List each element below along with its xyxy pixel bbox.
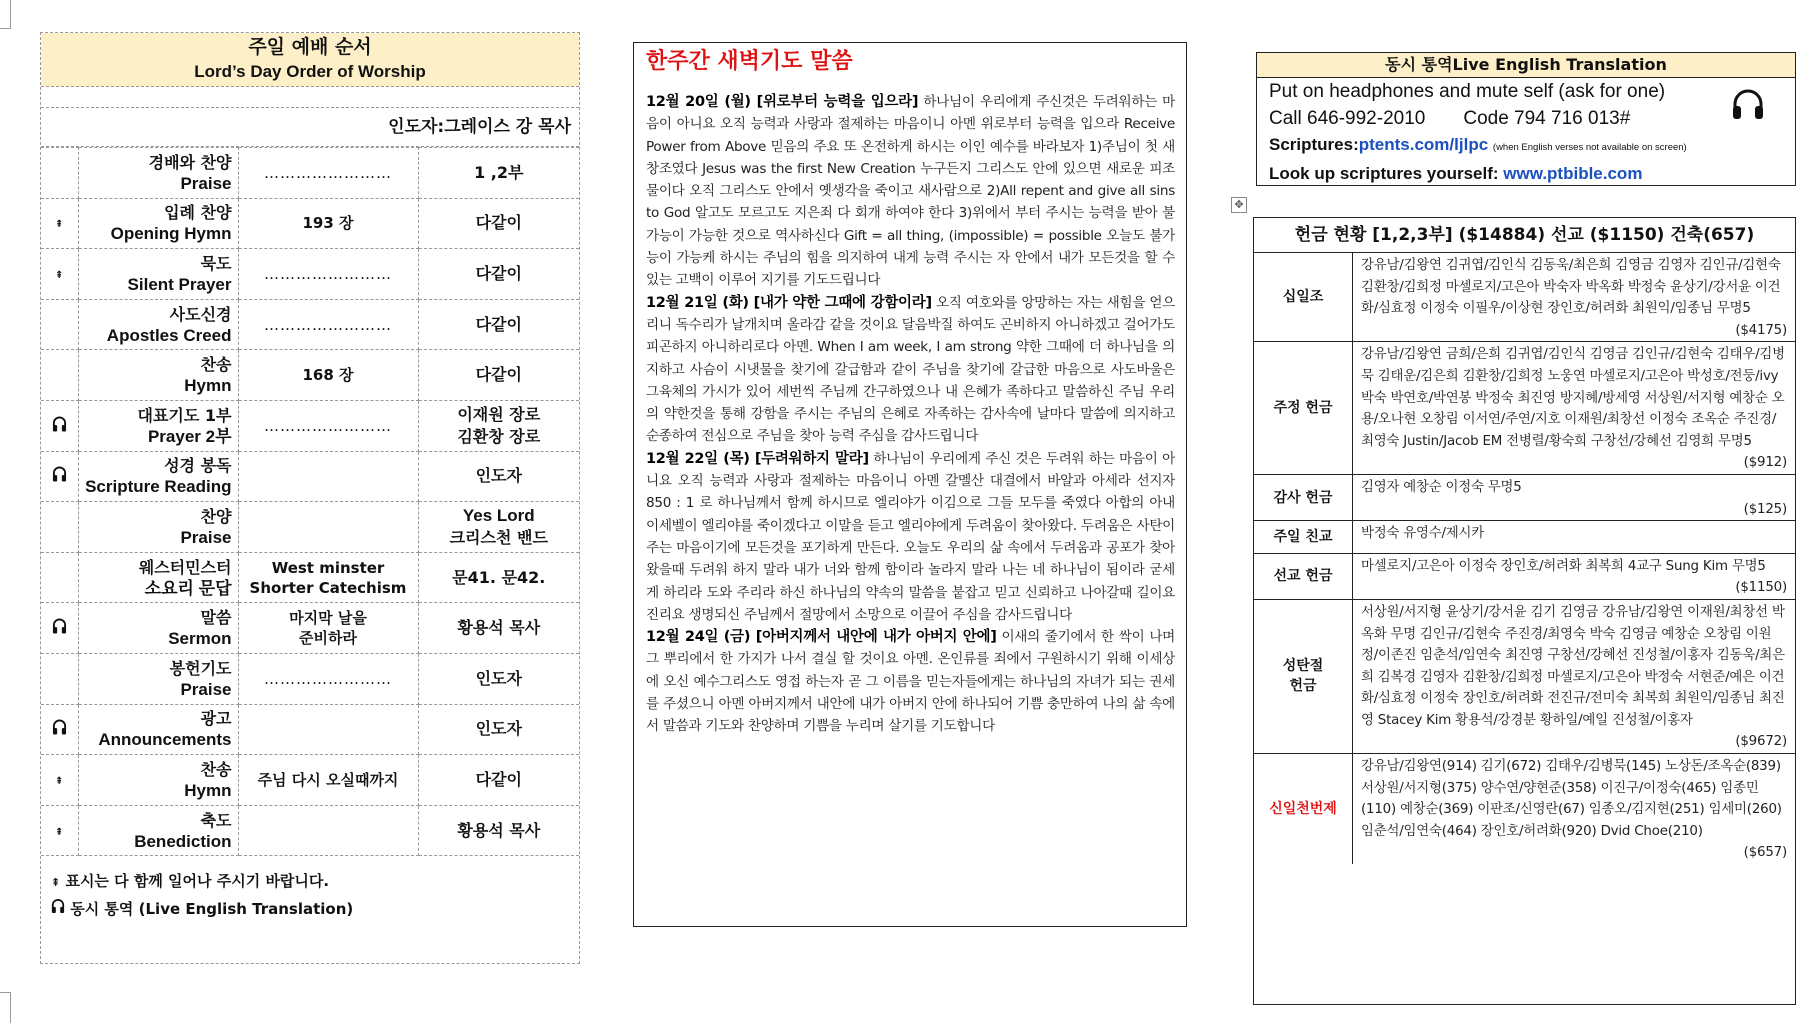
offering-row xyxy=(1254,253,1795,342)
icon-cell xyxy=(41,148,78,199)
offering-category: 주일 친교 xyxy=(1254,521,1353,554)
icon-cell xyxy=(41,299,78,350)
worship-item-content: 마지막 날을 준비하라 xyxy=(238,603,418,654)
translation-line-3: Scriptures:ptents.com/ljlpc (when English verses not available on screen) xyxy=(1269,135,1687,154)
icon-cell xyxy=(41,552,78,603)
worship-row xyxy=(41,400,579,451)
worship-item-presenter: 다같이 xyxy=(418,249,579,300)
worship-leader: 인도자:그레이스 강 목사 xyxy=(41,108,579,147)
devotion-entry-heading: 12월 20일 (월) [위로부터 능력을 입으라] xyxy=(646,94,919,110)
ptbible-link[interactable]: www.ptbible.com xyxy=(1503,164,1643,183)
worship-row xyxy=(41,805,579,856)
worship-row xyxy=(41,653,579,704)
worship-notes xyxy=(41,856,579,923)
offering-amount: ($4175) xyxy=(1735,322,1787,338)
worship-item-content xyxy=(238,502,418,553)
worship-item-name: 축도 Benediction xyxy=(78,805,238,856)
stand-icon: ⇞ xyxy=(41,198,78,249)
headphone-icon xyxy=(51,900,65,918)
worship-item-presenter: 다같이 xyxy=(418,299,579,350)
offering-header: 헌금 현황 [1,2,3부] ($14884) 선교 ($1150) 건축(657) xyxy=(1254,218,1795,253)
icon-cell xyxy=(41,502,78,553)
devotion-entry-text: 오직 여호와를 앙망하는 자는 새힘을 얻으리니 독수리가 날개치며 올라감 같을 것이요 달음박질 하여도 곤비하지 아니하겠고 걸어가도 피곤하지 아니하리로다 아멘. When I am week, I am strong 약한 그때에 더 하나님을 의지하고 사슴이 시냇물을 찾기에 갈급함과 같이 주님을 찾기에 갈급한 마음으로 사도바울은 그육체의 가시가 있어 세번씩 주님께 간구하였으나 내 은혜가 족하다고 말씀하신 주님 우리의 약한것을 통해 강함을 주시는 주님의 은혜로 자족하는 감사속에 날마다 말씀에 의지하고 순종하여 전심으로 주님을 찾아 능력 주심을 감사드립니다 xyxy=(646,294,1175,445)
worship-row xyxy=(41,502,579,553)
translation-box xyxy=(1256,52,1796,186)
worship-row xyxy=(41,249,579,300)
worship-row xyxy=(41,603,579,654)
offering-row xyxy=(1254,599,1795,753)
worship-item-content: 168 장 xyxy=(238,350,418,401)
offering-names: 마셀로지/고은아 이정숙 장인호/허려화 최복희 4교구 Sung Kim 무명5 ($1150) xyxy=(1353,553,1796,599)
worship-item-presenter: 다같이 xyxy=(418,755,579,806)
worship-item-name: 묵도 Silent Prayer xyxy=(78,249,238,300)
worship-item-presenter: 다같이 xyxy=(418,350,579,401)
offering-names: 박정숙 유영수/제시카 xyxy=(1353,521,1796,554)
offering-amount: ($1150) xyxy=(1735,580,1787,596)
worship-row xyxy=(41,299,579,350)
worship-row xyxy=(41,755,579,806)
icon-cell xyxy=(41,350,78,401)
worship-item-name: 봉헌기도 Praise xyxy=(78,653,238,704)
worship-item-name: 대표기도 1부 Prayer 2부 xyxy=(78,400,238,451)
offering-amount: ($9672) xyxy=(1735,734,1787,750)
worship-title-en: Lord’s Day Order of Worship xyxy=(194,62,426,81)
translation-line-1: Put on headphones and mute self (ask for one) xyxy=(1269,81,1666,102)
worship-item-presenter: 인도자 xyxy=(418,653,579,704)
worship-item-content: …………………… xyxy=(238,653,418,704)
devotion-entry xyxy=(646,91,1175,292)
devotion-entry-text: 이새의 줄기에서 한 싹이 나며 그 뿌리에서 한 가지가 나서 결실 할 것이요 아멘. 온인류를 죄에서 구원하시기 위해 이세상에 오신 예수그리스도 영접 하는자 곧 그 이름을 믿는자들에게는 하나님의 자녀가 되는 권세를 주셨으니 아멘 아버지께서 내안에 내가 아버지 안에 하나되어 기쁨 충만하여 나의 삶 속에서 말씀과 기도와 찬양하며 기쁨을 누리며 살기를 기도합니다 xyxy=(646,629,1175,735)
worship-item-name: 찬송 Hymn xyxy=(78,350,238,401)
translation-line-4: Look up scriptures yourself: www.ptbible.com xyxy=(1269,164,1643,183)
worship-row xyxy=(41,451,579,502)
offering-names: 강유남/김왕연 금희/은희 김귀엽/김인식 김영금 김인규/김현숙 김태우/김병묵 김태운/김은희 김환창/김희정 노웅연 마셀로지/고은아 박성호/전둥/ivy 박숙 박연호/박연봉 박정숙 최진영 방지혜/방세영 서상원/서지형 예창순 오용/오나현 오창림 이서연/주연/지호 이재원/최창선 이정숙 조옥순 주진경/최영숙 Justin/Jacob EM 전병렬/황숙희 구창선/강혜선 김영희 무명5 ($912) xyxy=(1353,342,1796,475)
worship-item-content: …………………… xyxy=(238,249,418,300)
offering-names: 강유남/김왕연 김귀엽/김인식 김동욱/최은희 김영금 김영자 김인규/김현숙 김환창/김희정 마셀로지/고은아 박숙자 박옥화 박정숙 윤상기/강서윤 이건화/심효정 이정숙 이필우/이상현 장인호/허려화 최원익/임종님 무명5 ($4175) xyxy=(1353,253,1796,342)
devotion-entry-text: 하나님이 우리에게 주신것은 두려워하는 마음이 아니요 오직 능력과 사랑과 절제하는 마음이니 아멘 위로부터 능력을 입으라 Receive Power from Above 믿음의 주요 또 온전하게 하시는 이인 예수를 바라보자 1)주님이 첫 새창조였다 Jesus was the first New Creation 누구든지 그리스도 안에 있으면 새로운 피조물이다 오직 그리스도 안에서 옛생각을 죽이고 새사람으로 2)All repent and give all sins to God 알고도 모르고도 지은죄 다 회개 하여야 한다 3)위에서 부터 주시는 능력을 받아 불가능이 가능한 것으로 역사하신다 Gift = all thing, (impossible) = possible 오늘도 불가능이 가능케 하시는 주님의 힘을 의지하여 내게 능력 주시는 자 안에서 내가 모든것을 할 수 있는 고백이 이루어 지기를 기도드립니다 xyxy=(646,94,1175,289)
worship-item-content: 193 장 xyxy=(238,198,418,249)
worship-item-name: 웨스터민스터 소요리 문답 xyxy=(78,552,238,603)
offering-category: 감사 헌금 xyxy=(1254,474,1353,520)
worship-item-name: 성경 봉독 Scripture Reading xyxy=(78,451,238,502)
devotion-entries xyxy=(646,91,1175,738)
translation-line-2: Call 646-992-2010 Code 794 716 013# xyxy=(1269,108,1631,129)
devotion-panel xyxy=(633,42,1187,927)
headphone-icon xyxy=(41,704,78,755)
page-corner-mark xyxy=(0,0,11,29)
offering-amount xyxy=(1361,545,1787,553)
devotion-entry-heading: 12월 22일 (목) [두려워하지 말라] xyxy=(646,450,869,467)
worship-item-content: …………………… xyxy=(238,400,418,451)
worship-item-content xyxy=(238,704,418,755)
spacer-row xyxy=(41,87,579,108)
worship-row xyxy=(41,704,579,755)
devotion-entry xyxy=(646,626,1175,737)
worship-item-name: 찬송 Hymn xyxy=(78,755,238,806)
worship-item-presenter: 황용석 목사 xyxy=(418,805,579,856)
worship-item-name: 경배와 찬양 Praise xyxy=(78,148,238,199)
worship-item-content: West minster Shorter Catechism xyxy=(238,552,418,603)
offering-category: 선교 헌금 xyxy=(1254,553,1353,599)
devotion-entry xyxy=(646,292,1175,448)
offering-category: 신일천번제 xyxy=(1254,754,1353,864)
headphone-icon xyxy=(41,451,78,502)
offering-amount: ($912) xyxy=(1743,455,1787,471)
worship-row xyxy=(41,198,579,249)
offering-category: 십일조 xyxy=(1254,253,1353,342)
worship-item-presenter: 인도자 xyxy=(418,451,579,502)
worship-item-presenter: 1 ,2부 xyxy=(418,148,579,199)
devotion-entry xyxy=(646,448,1175,626)
offering-category: 주정 헌금 xyxy=(1254,342,1353,475)
worship-item-content: …………………… xyxy=(238,299,418,350)
worship-item-presenter: 인도자 xyxy=(418,704,579,755)
worship-item-content: …………………… xyxy=(238,148,418,199)
offering-row xyxy=(1254,754,1795,864)
worship-title-ko: 주일 예배 순서 xyxy=(248,36,372,58)
icon-cell xyxy=(41,653,78,704)
worship-item-content xyxy=(238,805,418,856)
offering-row xyxy=(1254,342,1795,475)
offering-row xyxy=(1254,553,1795,599)
devotion-entry-heading: 12월 24일 (금) [아버지께서 내안에 내가 아버지 안에] xyxy=(646,629,997,646)
worship-order-panel xyxy=(40,32,580,964)
note-stand: ⇞ 표시는 다 함께 일어나 주시기 바랍니다. xyxy=(51,872,330,891)
devotion-entry-text: 하나님이 우리에게 주신 것은 두려워 하는 마음이 아니요 오직 능력과 사랑과 절제하는 마음이니 아멘 갈멜산 대결에서 바알과 아세라 선지자 850 : 1 로 하나님께서 함께 하시므로 엘리야가 이김으로 그들 모두를 죽였다 아합의 아내 이세벨이 엘리야를 죽이겠다고 이말을 듣고 엘리야에게 두려움이 찾아왔다. 두려움은 사탄이 주는 마음이기에 모든것을 포기하게 만든다. 오늘도 우리의 삶 속에서 두려움과 공포가 찾아 왔을때 두려워 하지 말라 내가 너와 함께 함이라 놀라지 말라 나는 네 하나님이 됨이라 굳세게 하리라 도와 주리라 하신 하나님의 약속의 말씀을 붙잡고 믿고 신뢰하고 나아갈때 길이요 진리요 생명되신 주님께서 절망에서 소망으로 이끌어 주심을 감사드립니다 xyxy=(646,450,1175,623)
worship-item-presenter: 황용석 목사 xyxy=(418,603,579,654)
worship-item-name: 사도신경 Apostles Creed xyxy=(78,299,238,350)
offering-names: 김영자 예창순 이정숙 무명5 ($125) xyxy=(1353,474,1796,520)
worship-item-presenter: 문41. 문42. xyxy=(418,552,579,603)
offering-amount: ($125) xyxy=(1743,501,1787,517)
offering-row xyxy=(1254,521,1795,554)
offering-category: 성탄절 헌금 xyxy=(1254,599,1353,753)
scriptures-link[interactable]: ptents.com/ljlpc xyxy=(1358,135,1489,154)
stand-icon: ⇞ xyxy=(51,876,61,890)
stand-icon: ⇞ xyxy=(41,805,78,856)
offering-table xyxy=(1254,253,1795,864)
headphone-icon xyxy=(1731,89,1765,125)
worship-item-content: 주님 다시 오실때까지 xyxy=(238,755,418,806)
stand-icon: ⇞ xyxy=(41,755,78,806)
table-move-handle-icon[interactable]: ✥ xyxy=(1231,197,1247,213)
worship-item-presenter: 다같이 xyxy=(418,198,579,249)
devotion-entry-heading: 12월 21일 (화) [내가 약한 그때에 강함이라] xyxy=(646,294,932,311)
offering-amount: ($657) xyxy=(1743,845,1787,861)
page-corner-mark xyxy=(0,992,11,1023)
worship-table xyxy=(41,147,579,856)
offering-names: 서상원/서지형 윤상기/강서윤 김기 김영금 강유남/김왕연 이재원/최창선 박옥화 무명 김인규/김현숙 주진경/최영숙 박숙 김영금 예창순 오창림 이원정/이존진 임춘석/임연숙 최진영 구창선/강혜선 진성철/이홍자 김동욱/최은희 김복경 김영자 김환창/김희정 마셀로지/고은아 박정숙 서현준/예은 이건화/심효정 이정숙 장인호/허려화 전진규/전미숙 최복희 최원익/임종님 최진영 Stacey Kim 황용석/강경분 황하일/예일 진성철/이홍자 ($9672) xyxy=(1353,599,1796,753)
offering-names: 강유남/김왕연(914) 김기(672) 김태우/김병묵(145) 노상돈/조옥순(839) 서상원/서지형(375) 양수연/양현준(358) 이진구/이정숙(465) 임종민(110) 예창순(369) 이판조/신영란(67) 임종오/김지현(251) 임세미(260) 임춘석/임연숙(464) 장인호/허려화(920) Dvid Choe(210) ($657) xyxy=(1353,754,1796,864)
headphone-icon xyxy=(41,603,78,654)
devotion-title: 한주간 새벽기도 말씀 xyxy=(646,49,853,74)
worship-item-content xyxy=(238,451,418,502)
worship-row xyxy=(41,350,579,401)
note-headphone: 동시 통역 (Live English Translation) xyxy=(51,896,579,923)
worship-item-name: 광고 Announcements xyxy=(78,704,238,755)
worship-item-name: 입례 찬양 Opening Hymn xyxy=(78,198,238,249)
worship-item-presenter: Yes Lord 크리스천 밴드 xyxy=(418,502,579,553)
stand-icon: ⇞ xyxy=(41,249,78,300)
headphone-icon xyxy=(41,400,78,451)
offering-row xyxy=(1254,474,1795,520)
worship-item-presenter: 이재원 장로 김환창 장로 xyxy=(418,400,579,451)
worship-item-name: 찬양 Praise xyxy=(78,502,238,553)
worship-row xyxy=(41,552,579,603)
offering-panel xyxy=(1253,217,1796,1005)
worship-row xyxy=(41,148,579,199)
worship-item-name: 말씀 Sermon xyxy=(78,603,238,654)
translation-header: 동시 통역Live English Translation xyxy=(1257,53,1795,78)
worship-header xyxy=(41,33,579,87)
